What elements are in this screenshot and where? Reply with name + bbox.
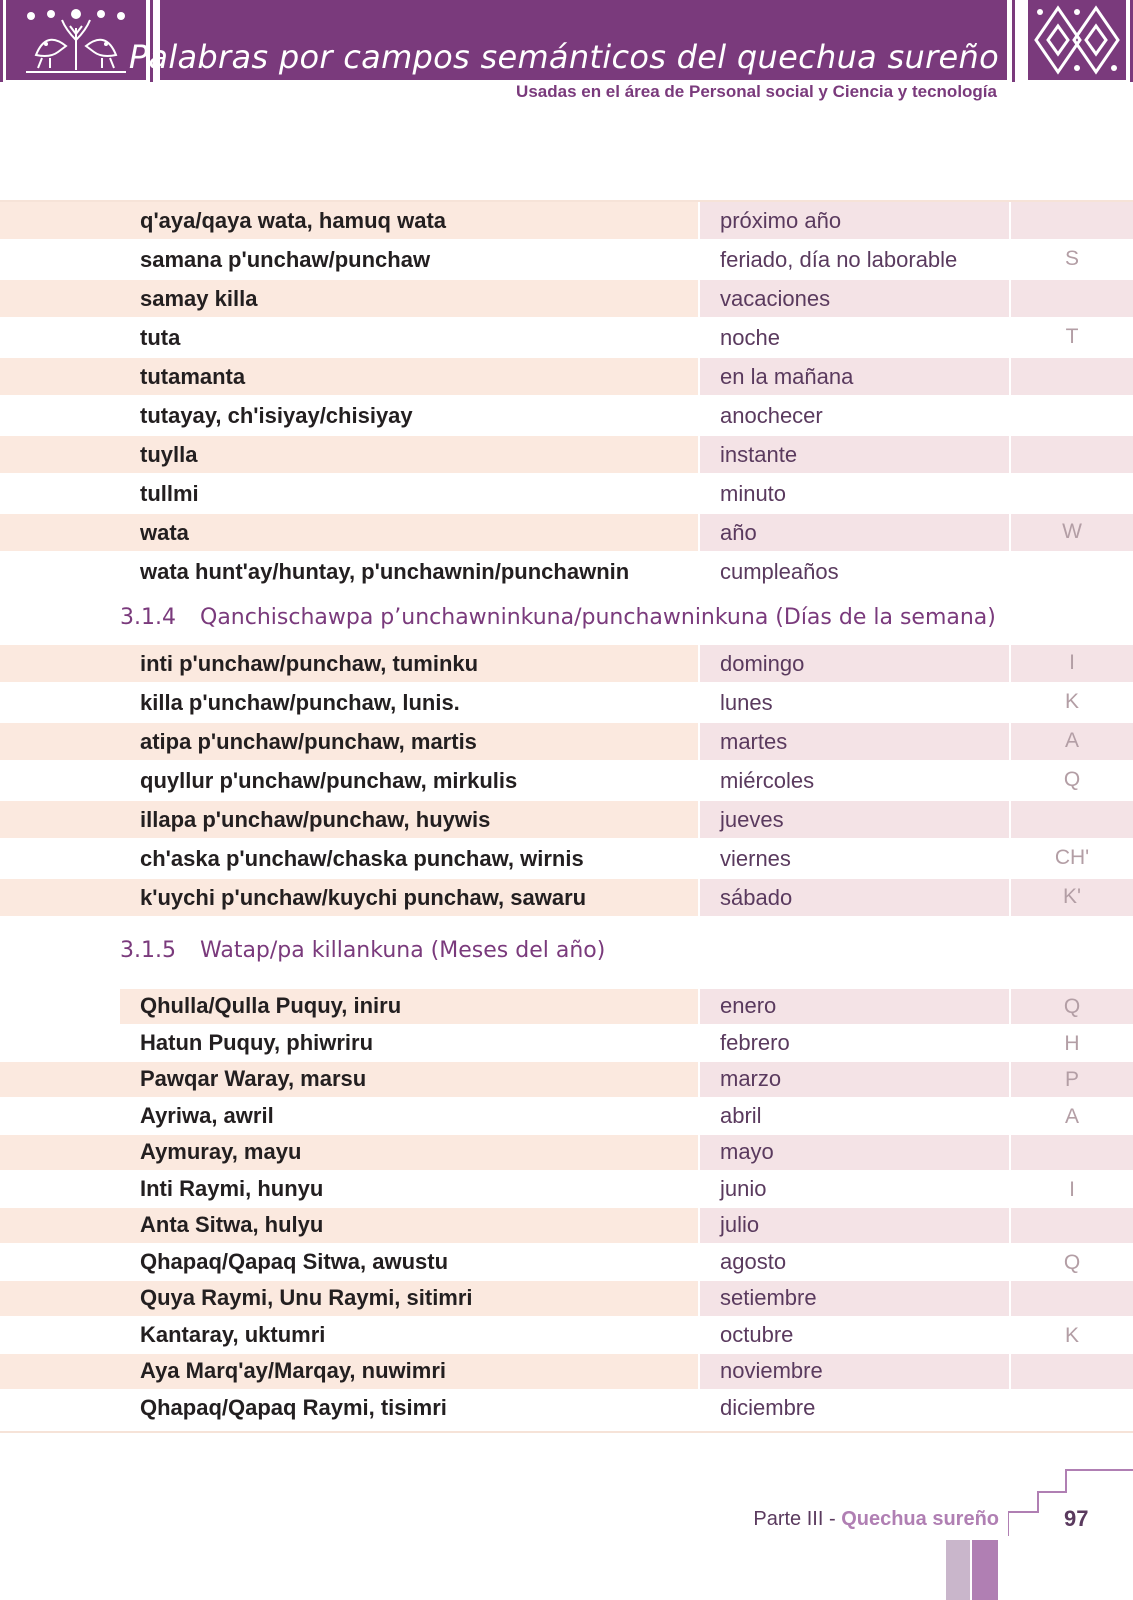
spanish-translation: mayo: [720, 1139, 774, 1165]
letter-cell: [1011, 436, 1133, 473]
quechua-cell: [0, 280, 698, 317]
quechua-term: tutayay, ch'isiyay/chisiyay: [140, 402, 413, 428]
letter-cell: [1011, 801, 1133, 838]
index-letter: K': [1062, 885, 1082, 908]
letter-cell: [1011, 553, 1133, 590]
quechua-term: Ayriwa, awril: [140, 1102, 274, 1128]
index-letter: A: [1064, 729, 1079, 752]
letter-cell: [1011, 1135, 1133, 1170]
quechua-term: Qhulla/Qulla Puquy, iniru: [140, 993, 402, 1019]
table-row: [0, 1318, 1133, 1353]
table-row: [0, 514, 1133, 551]
index-letter: CH': [1054, 846, 1090, 869]
spanish-translation: noche: [720, 324, 780, 350]
spanish-translation: octubre: [720, 1321, 794, 1347]
quechua-term: Inti Raymi, hunyu: [140, 1175, 324, 1201]
quechua-term: Kantaray, uktumri: [140, 1321, 326, 1347]
page-subtitle: Usadas en el área de Personal social y Ciencia y tecnología: [516, 82, 997, 101]
quechua-term: Qhapaq/Qapaq Raymi, tisimri: [140, 1394, 447, 1420]
quechua-cell: [0, 358, 698, 395]
quechua-term: Anta Sitwa, hulyu: [140, 1212, 324, 1238]
index-letter: S: [1064, 247, 1079, 270]
section-title: Qanchischawpa p’unchawninkuna/punchawninkuna (Días de la semana): [200, 605, 996, 630]
table-row: [0, 475, 1133, 512]
index-letter: K: [1064, 1323, 1079, 1347]
letter-cell: [1011, 1354, 1133, 1389]
quechua-term: killa p'unchaw/punchaw, lunis.: [140, 689, 460, 715]
spanish-translation: marzo: [720, 1066, 782, 1092]
quechua-term: tutamanta: [140, 363, 246, 389]
index-letter: Q: [1063, 995, 1081, 1018]
table-row: [0, 1135, 1133, 1170]
quechua-term: samay killa: [140, 285, 258, 311]
quechua-cell: [0, 1318, 698, 1353]
quechua-term: q'aya/qaya wata, hamuq wata: [140, 207, 447, 233]
spanish-translation: próximo año: [720, 207, 842, 233]
table-bottom-rule: [0, 1431, 1133, 1433]
quechua-cell: [0, 1135, 698, 1170]
index-letter: K: [1064, 690, 1079, 713]
quechua-term: Pawqar Waray, marsu: [140, 1066, 367, 1092]
table-row: [0, 436, 1133, 473]
spanish-translation: viernes: [720, 845, 791, 871]
quechua-term: tullmi: [140, 480, 199, 506]
spanish-translation: lunes: [720, 689, 773, 715]
table-row: [0, 801, 1133, 838]
spanish-translation: domingo: [720, 650, 805, 676]
spanish-translation: jueves: [720, 806, 784, 832]
section-number: 3.1.5: [120, 938, 176, 963]
spanish-translation: feriado, día no laborable: [720, 246, 958, 272]
spanish-translation: instante: [720, 441, 798, 467]
table-row: [0, 989, 1133, 1024]
spanish-translation: sábado: [720, 884, 793, 910]
quechua-term: atipa p'unchaw/punchaw, martis: [140, 728, 477, 754]
quechua-cell: [0, 436, 698, 473]
table-row: [0, 553, 1133, 590]
table-row: [0, 358, 1133, 395]
spanish-translation: vacaciones: [720, 285, 831, 311]
spanish-translation: cumpleaños: [720, 558, 839, 584]
quechua-cell: [0, 475, 698, 512]
letter-cell: [1011, 280, 1133, 317]
index-letter: P: [1064, 1068, 1079, 1091]
table-row: [0, 1208, 1133, 1243]
letter-cell: [1011, 358, 1133, 395]
spanish-translation: año: [720, 519, 757, 545]
table-row: [0, 1099, 1133, 1134]
spanish-translation: abril: [720, 1102, 762, 1128]
section-title: Watap/pa killankuna (Meses del año): [200, 938, 606, 963]
index-letter: I: [1069, 651, 1075, 674]
spanish-translation: julio: [720, 1212, 760, 1238]
table-row: [0, 1354, 1133, 1389]
table-row: [0, 879, 1133, 916]
table-row: [0, 762, 1133, 799]
quechua-term: samana p'unchaw/punchaw: [140, 246, 431, 272]
index-letter: W: [1062, 520, 1082, 543]
section-heading-months: [120, 938, 605, 963]
spanish-translation: febrero: [720, 1029, 790, 1055]
header-right-emblem: [1012, 0, 1133, 82]
index-letter: I: [1069, 1177, 1075, 1201]
quechua-cell: [0, 319, 698, 356]
table-row: [0, 645, 1133, 682]
quechua-term: tuta: [140, 324, 181, 350]
index-letter: T: [1065, 325, 1079, 348]
footer-part-prefix: Parte III -: [753, 1508, 842, 1530]
page-number: 97: [1064, 1506, 1089, 1531]
header-band: [128, 0, 1007, 80]
geometric-textile-icon: [1028, 0, 1126, 80]
letter-cell: [1011, 475, 1133, 512]
spanish-translation: noviembre: [720, 1358, 823, 1384]
index-letter: H: [1064, 1031, 1080, 1055]
letter-cell: [1011, 397, 1133, 434]
table-row: [0, 1062, 1133, 1097]
letter-cell: [1011, 1208, 1133, 1243]
spanish-translation: junio: [720, 1175, 767, 1201]
table-row: [0, 1391, 1133, 1426]
table-top-rule: [0, 200, 1133, 202]
quechua-term: Hatun Puquy, phiwriru: [140, 1029, 374, 1055]
quechua-term: inti p'unchaw/punchaw, tuminku: [140, 650, 479, 676]
table-row: [0, 1172, 1133, 1207]
quechua-cell: [0, 1208, 698, 1243]
table-row: [0, 397, 1133, 434]
quechua-cell: [0, 514, 698, 551]
table-row: [0, 684, 1133, 721]
quechua-term: Quya Raymi, Unu Raymi, sitimri: [140, 1285, 473, 1311]
table-row: [0, 241, 1133, 278]
footer-bar-dark: [972, 1540, 998, 1600]
quechua-term: wata hunt'ay/huntay, p'unchawnin/punchawnin: [140, 558, 630, 584]
quechua-cell: [0, 1172, 698, 1207]
birds-tree-textile-icon: [6, 0, 148, 80]
table-row: [0, 840, 1133, 877]
footer-part-label: [753, 1508, 999, 1531]
spanish-translation: anochecer: [720, 402, 823, 428]
table-row: [0, 1245, 1133, 1280]
table-row: [0, 319, 1133, 356]
index-letter: Q: [1063, 768, 1081, 791]
spanish-translation: minuto: [720, 480, 787, 506]
table-row: [0, 280, 1133, 317]
section-heading-days: [120, 605, 996, 630]
quechua-term: ch'aska p'unchaw/chaska punchaw, wirnis: [140, 845, 584, 871]
quechua-term: tuylla: [140, 441, 198, 467]
spanish-translation: agosto: [720, 1248, 787, 1274]
letter-cell: [1011, 202, 1133, 239]
quechua-term: k'uychi p'unchaw/kuychi punchaw, sawaru: [140, 884, 587, 910]
spanish-translation: enero: [720, 993, 777, 1019]
quechua-term: Aya Marq'ay/Marqay, nuwimri: [140, 1358, 446, 1384]
letter-cell: [1011, 1391, 1133, 1426]
spanish-translation: diciembre: [720, 1394, 816, 1420]
spanish-translation: miércoles: [720, 767, 815, 793]
spanish-translation: en la mañana: [720, 363, 854, 389]
table-row: [0, 202, 1133, 239]
page-title: Palabras por campos semánticos del quechua sureño: [128, 38, 999, 76]
spanish-translation: setiembre: [720, 1285, 817, 1311]
index-letter: A: [1064, 1104, 1079, 1128]
spanish-translation: martes: [720, 728, 788, 754]
quechua-term: wata: [140, 519, 189, 545]
quechua-term: quyllur p'unchaw/punchaw, mirkulis: [140, 767, 518, 793]
table-row: [0, 723, 1133, 760]
footer-part-highlight: Quechua sureño: [841, 1508, 999, 1530]
quechua-cell: [0, 1099, 698, 1134]
quechua-term: illapa p'unchaw/punchaw, huywis: [140, 806, 491, 832]
quechua-term: Aymuray, mayu: [140, 1139, 302, 1165]
table-row: [0, 1026, 1133, 1061]
letter-cell: [1011, 1281, 1133, 1316]
quechua-term: Qhapaq/Qapaq Sitwa, awustu: [140, 1248, 449, 1274]
index-letter: Q: [1063, 1250, 1081, 1274]
section-number: 3.1.4: [120, 605, 176, 630]
footer-bar-light: [946, 1540, 970, 1600]
table-row: [0, 1281, 1133, 1316]
